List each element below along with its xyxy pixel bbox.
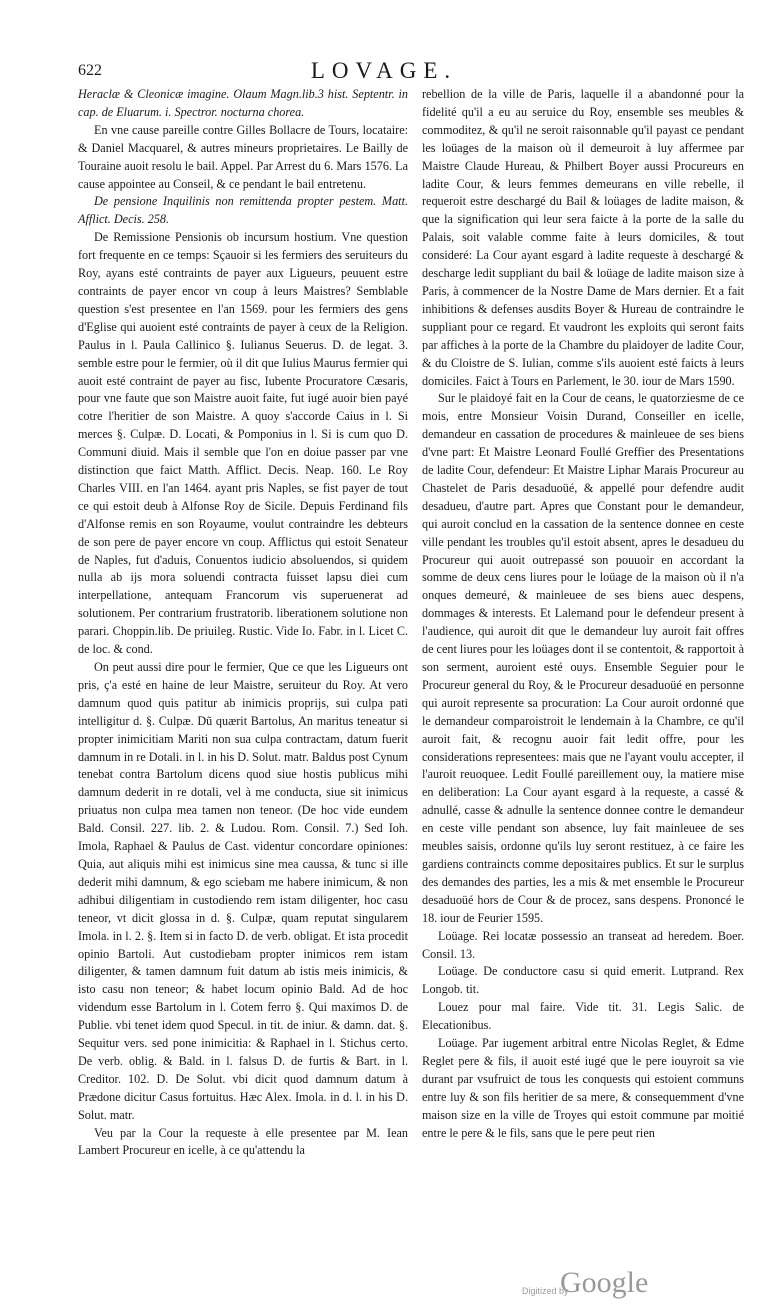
google-watermark	[522, 1262, 649, 1302]
paragraph: On peut aussi dire pour le fermier, Que ce que les Ligueurs ont pris, ç'a esté en haine de leur Maistre, seruiteur du Roy. At vero damnum quod quis patitur ab inimicis proprijs, sui culpa pati intelligitur d. §. Culpæ. Dũ quærit Bartolus, An maritus teneatur si propter inimicitiam Mariti non sua culpa contractam, datum fuerit damnum in re Dotali. in l. in his D. Solut. matr. Baldus post Cynum tenebat contra Bartolum dicens quod siue hostis publicus mihi damnum dederit in re dotali, vel à me conducta, siue sit inimicus priuatus non culpa mea tamen non teneor. (De hoc vide eundem Bald. Consil. 227. lib. 2. & Ludou. Rom. Consil. 7.) Sed Ioh. Imola, Raphael & Paulus de Cast. videntur concordare opiniones: Quia, aut aliquis mihi est inimicus sine mea caussa, & tunc si ille dederit mihi damnum, & ego sciebam me habere inimicum, & non adhibui diligentiam in custodiendo rem istam diligenter, hoc casu teneor, vt dicit glossa in d. §. Culpæ, quam reputat singularem Imola. in l. 2. §. Item si in facto D. de verb. obligat. Et ista procedit opinio Bartoli. Aut custodiebam propter inimicos rem istam diligenter, & tamen damnum fuit datum ab istis meis inimicis, & isto casu non teneor; & habet locum opinio Bald. Ad de hoc videndum esse Bartolum in l. Cotem ferro §. Qui maximos D. de Publie. vbi tenet idem quod Specul. in tit. de iniur. & damn. dat. §. Sequitur vers. sed pone inimicitia: & Raphael in l. Stichus certo. De verb. oblig. & Bald. in l. falsus D. de furtis & Bart. in l. Creditor. 102. D. De Solut. vbi dicit quod damnum datum à Prædone dicitur Casus fortuitus. Hæc Alex. Imola. in d. l. in his D. Solut. matr.	[78, 660, 408, 1122]
google-logo: Google	[560, 1266, 649, 1299]
paragraph: Sur le plaidoyé fait en la Cour de ceans, le quatorziesme de ce mois, entre Monsieur Voisin Durand, Conseiller en icelle, demandeur en cassation de procedures & mainleuee de ses biens d'vne part: Et Maistre Leonard Foullé Greffier des Presentations de ladite Cour, defendeur: Et Maistre Liphar Marais Procureur au Chastelet de Paris desaduoüé, & appellé pour defendre audit desadueu, d'autre part. Apres que Constant pour le demandeur, qui auroit conclud en la cassation de la sentence donnee en ceste ville pendant les troubles qu'il estoit absent, apres le desadueu du Procureur qui auoit outrepassé son pouuoir en accordant la somme de deux cens liures pour le loüage de la maison où il n'a onques demeuré, & mainleuee de ses biens auec despens, dommages & interests. Et Lalemand pour le defendeur present à l'audience, qui auroit dit que le demandeur luy auroit fait offres de cent liures pour les loüages dont il se contentoit, & rapportoit à son serment, auroient esté ouys. Ensemble Seguier pour le Procureur general du Roy, & le Procureur desaduoüé en personne qui auroit represente sa procuration: La Cour auroit ordonné que le demandeur comparoistroit le lendemain à la Chambre, ce qu'il auroit fait, & recognu auoir fait ledit offre, pour les considerations representees: mais que ne l'ayant voulu accepter, il l'auroit reuoquee. Ledit Foullé pareillement ouy, la matiere mise en deliberation: La Cour ayant esgard à la requeste, a cassé & adnullé, casse & adnulle la sentence donnee contre le demandeur en ceste ville pendant son absence, luy fait mainleuee de ses meubles saisis, ordonne qu'ils luy seront restituez, à ce faire les gardiens contraincts comme depositaires publics. Et sur le surplus des demandes des parties, les a mis & met ensemble le Procureur desaduoüé hors de Cour & de procez, sans despens. Prononcé le 18. iour de Feurier 1595.	[422, 391, 744, 925]
paragraph: De pensione Inquilinis non remittenda propter pestem. Matt. Afflict. Decis. 258.	[78, 194, 408, 227]
paragraph: Veu par la Cour la requeste à elle presentee par M. Iean Lambert Procureur en icelle, à ce qu'attendu la	[78, 1125, 408, 1158]
left-column	[78, 86, 408, 1160]
right-column	[422, 86, 744, 1142]
page-number: 622	[78, 62, 102, 79]
paragraph: Louez pour mal faire. Vide tit. 31. Legis Salic. de Elecationibus.	[422, 1000, 744, 1033]
paragraph: De Remissione Pensionis ob incursum hostium. Vne question fort frequente en ce temps: Sçauoir si les fermiers des seruiteurs du Roy, ayans esté contraints de payer aux Ligueurs, peuuent estre contraints de payer encor vn coup à leurs Maistres? Semblable question s'est presentee en l'an 1569. pour les fermiers des gens d'Eglise qui auoient esté contraints de payer à ceux de la Religion. Paulus in l. Paula Callinico §. Iulianus Seuerus. D. de legat. 3. semble estre pour le fermier, où il dit que Iulius Maurus fermier qui auoit esté contraint de payer au fisc, Iubente Procuratore Cæsaris, pour vne faute que son Maistre auoit faite, fut iugé auoir bien payé cotre l'heritier de son Maistre. A quoy s'accorde Caius in l. Si merces §. Culpæ. D. Locati, & Pomponius in l. Si is cum quo D. Communi diuid. Mais il semble que l'on en doiue passer par vne distinction que faict Matth. Afflict. Decis. Neap. 160. Le Roy Charles VIII. en l'an 1464. ayant pris Naples, se fist payer de tout ce qui estoit deub à Alfonse Roy de Sicile. Depuis Ferdinand fils d'Alfonse remis en son Royaume, voulut contraindre les debteurs de son pere de payer encore vn coup. Afflictus qui estoit Senateur de Naples, fut d'aduis, Conuentos iudicio absoluendos, si quidem nulla ab ijs mora soluendi contracta fuisset lapsu diei cum interpellatione, antequam Francorum vis superuenerat ad solutionem. Per contrarium frustratorib. liberationem solutione non parari. Choppin.lib. De priuileg. Rustic. Vide Io. Fabr. in l. Licet C. de loc. & cond.	[78, 230, 408, 657]
digitized-by-label: Digitized by	[522, 1286, 569, 1296]
paragraph: Loüage. Par iugement arbitral entre Nicolas Reglet, & Edme Reglet pere & fils, il auoit esté iugé que le pere iouyroit sa vie durant par vsufruict de tous les conquests qui estoient communs entre luy & son fils heritier de sa mere, & consequemment d'vne maison size en la ville de Troyes qui estoit commune par moitié entre le pere & le fils, sans que le pere peut rien	[422, 1036, 744, 1140]
paragraph: Heraclæ & Cleonicæ imagine. Olaum Magn.lib.3 hist. Septentr. in cap. de Eluarum. i. Spectror. nocturna chorea.	[78, 87, 408, 119]
running-title: LOVAGE.	[310, 58, 458, 83]
paragraph: Loüage. Rei locatæ possessio an transeat ad heredem. Boer. Consil. 13.	[422, 928, 744, 961]
paragraph: En vne cause pareille contre Gilles Bollacre de Tours, locataire: & Daniel Macquarel, & autres mineurs proprietaires. Le Bailly de Touraine auoit resolu le bail. Appel. Par Arrest du 6. Mars 1576. La cause appointee au Conseil, & ce pendant le bail entretenu.	[78, 122, 408, 191]
paragraph: rebellion de la ville de Paris, laquelle il a abandonné pour la fidelité qu'il a eu au seruice du Roy, ensemble ses meubles & commoditez, & qu'il ne seroit raisonnable qu'il payast ce pendant les loüages de la maison où il demeuroit à luy affermee par Maistre Claude Hureau, & Philbert Boyer aussi Procureurs en ladite Cour, & leurs femmes demeurans en ville rebelle, il requeroit estre deschargé du Bail & loüages de ladite maison, & que la signification qui leur sera faicte à la porte de la salle du Palais, soit valable comme faite à leurs domiciles, & tout consideré: La Cour ayant esgard à ladite requeste à deschargé & descharge ledit suppliant du bail & loüage de ladite maison size à Paris, à commencer de la Nostre Dame de Mars dernier. Et a fait inhibitions & defenses ausdits Boyer & Hureau de contraindre le suppliant pour ce regard. Et vaudront les exploits qui seront faits par affiches à la porte de la Chambre du plaidoyer de ladite Cour, & du Cloistre de S. Iulian, comme s'ils auoient esté faicts à leurs domiciles. Faict à Tours en Parlement, le 30. iour de Mars 1590.	[422, 87, 744, 388]
page-header	[78, 58, 690, 84]
paragraph: Loüage. De conductore casu si quid emerit. Lutprand. Rex Longob. tit.	[422, 964, 744, 997]
